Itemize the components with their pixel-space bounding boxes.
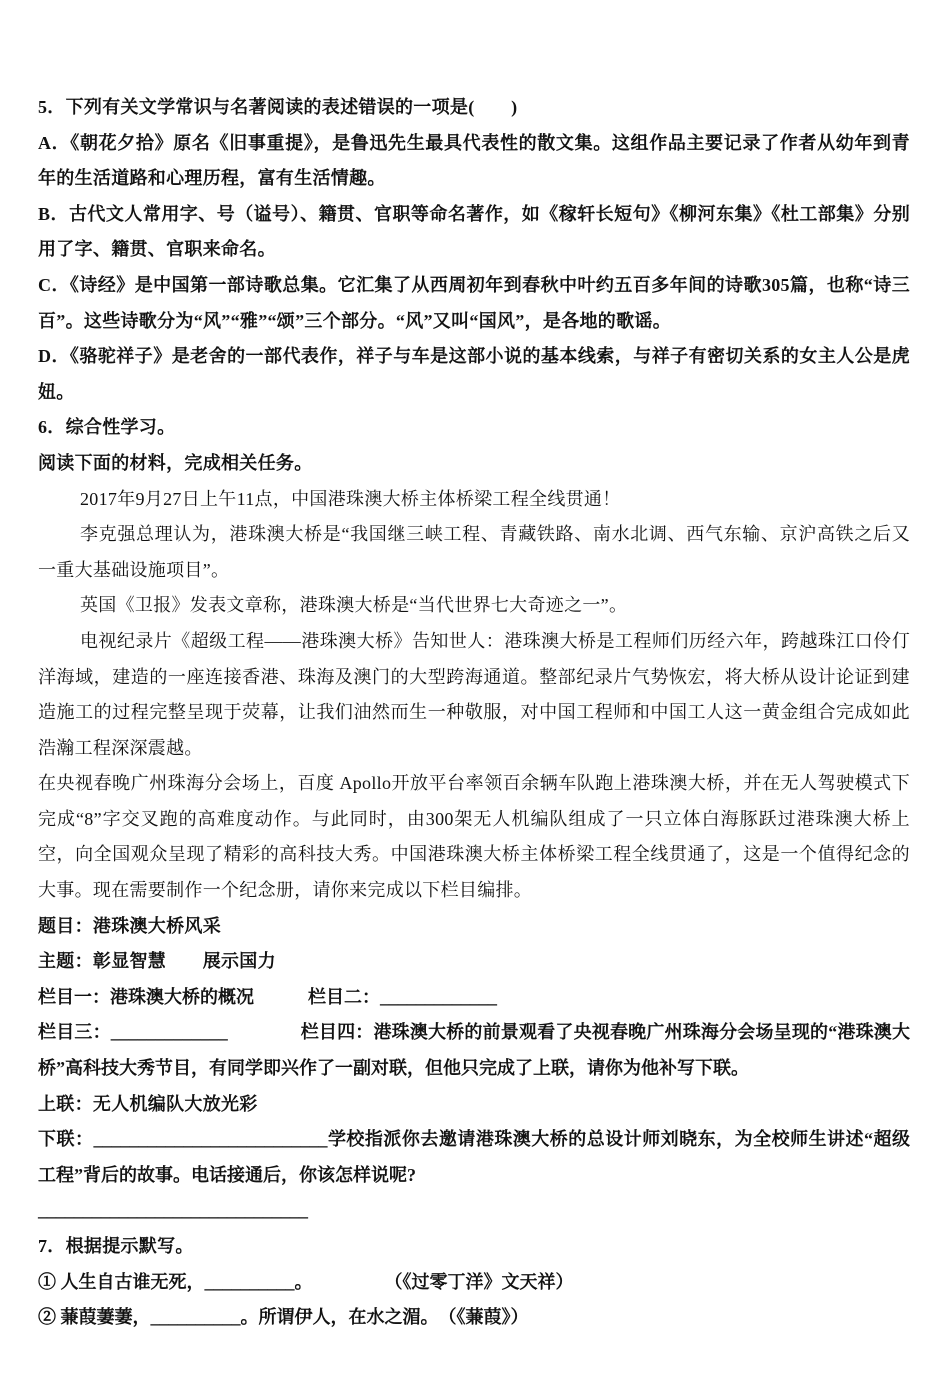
q5-option-b: B．古代文人常用字、号（谥号）、籍贯、官职等命名著作，如《稼轩长短句》《柳河东集》《杜工部集》分别用了字、籍贯、官职来命名。 [38,203,910,260]
q6-material-paragraph-4: 电视纪录片《超级工程——港珠澳大桥》告知世人：港珠澳大桥是工程师们历经六年，跨越珠江口伶仃洋海域，建造的一座连接香港、珠海及澳门的大型跨海通道。整部纪录片气势恢宏，将大桥从设计论证到建造施工的过程完整呈现于荧幕，让我们油然而生一种敬服，对中国工程师和中国工人这一黄金组合完成如此浩瀚工程深深震越。 [38,630,910,758]
q5-option-a: A．《朝花夕拾》原名《旧事重提》，是鲁迅先生最具代表性的散文集。这组作品主要记录了作者从幼年到青年的生活道路和心理历程，富有生活情趣。 [38,132,910,189]
q7-item-2: ② 蒹葭萋萋，__________。所谓伊人，在水之湄。 （《蒹葭》） [38,1307,529,1328]
q7-stem: 7．根据提示默写。 [38,1236,194,1256]
q6-columns-row-1: 栏目一：港珠澳大桥的概况 栏目二：_____________ [38,986,497,1007]
q6-stem: 6．综合性学习。 [38,417,176,438]
q6-couplet-lower: 下联：__________________________学校指派你去邀请港珠澳大桥的总设计师刘晓东，为全校师生讲述“超级工程”背后的故事。电话接通后，你该怎样说呢? [38,1129,910,1185]
q6-booklet-title: 题目：港珠澳大桥风采 [38,915,221,936]
q6-booklet-theme: 主题：彰显智慧 展示国力 [38,951,276,972]
q6-columns-row-2: 栏目三：_____________ 栏目四：港珠澳大桥的前景观看了央视春晚广州珠海分会场呈现的“港珠澳大桥”高科技大秀节目，有同学即兴作了一副对联，但他只完成了上联，请你为他补写下联。 [38,1022,910,1079]
q6-answer-blank-line: ______________________________ [38,1200,308,1221]
q5-option-c: C．《诗经》是中国第一部诗歌总集。它汇集了从西周初年到春秋中叶约五百多年间的诗歌305篇，也称“诗三百”。这些诗歌分为“风”“雅”“颂”三个部分。“风”又叫“国风”，是各地的歌谣。 [38,274,910,331]
q5-option-d: D．《骆驼祥子》是老舍的一部代表作，祥子与车是这部小说的基本线索，与祥子有密切关系的女主人公是虎妞。 [38,346,910,402]
q6-couplet-upper: 上联：无人机编队大放光彩 [38,1093,258,1114]
q6-material-paragraph-3: 英国《卫报》发表文章称，港珠澳大桥是“当代世界七大奇迹之一”。 [80,595,628,616]
q6-intro: 阅读下面的材料，完成相关任务。 [38,452,313,473]
q6-material-paragraph-2: 李克强总理认为，港珠澳大桥是“我国继三峡工程、青藏铁路、南水北调、西气东输、京沪高铁之后又一重大基础设施项目”。 [38,524,910,580]
q6-material-paragraph-5: 在央视春晚广州珠海分会场上，百度 Apollo开放平台率领百余辆车队跑上港珠澳大桥，并在无人驾驶模式下完成“8”字交叉跑的高难度动作。与此同时，由300架无人机编队组成了一只立体白海豚跃过港珠澳大桥上空，向全国观众呈现了精彩的高科技大秀。中国港珠澳大桥主体桥梁工程全线贯通了，这是一个值得纪念的大事。现在需要制作一个纪念册，请你来完成以下栏目编排。 [38,773,910,901]
q5-stem: 5．下列有关文学常识与名著阅读的表述错误的一项是( ) [38,97,518,117]
q7-item-1: ① 人生自古谁无死，__________。 （《过零丁洋》文天祥） [38,1271,574,1292]
q6-material-paragraph-1: 2017年9月27日上午11点，中国港珠澳大桥主体桥梁工程全线贯通！ [80,488,621,509]
